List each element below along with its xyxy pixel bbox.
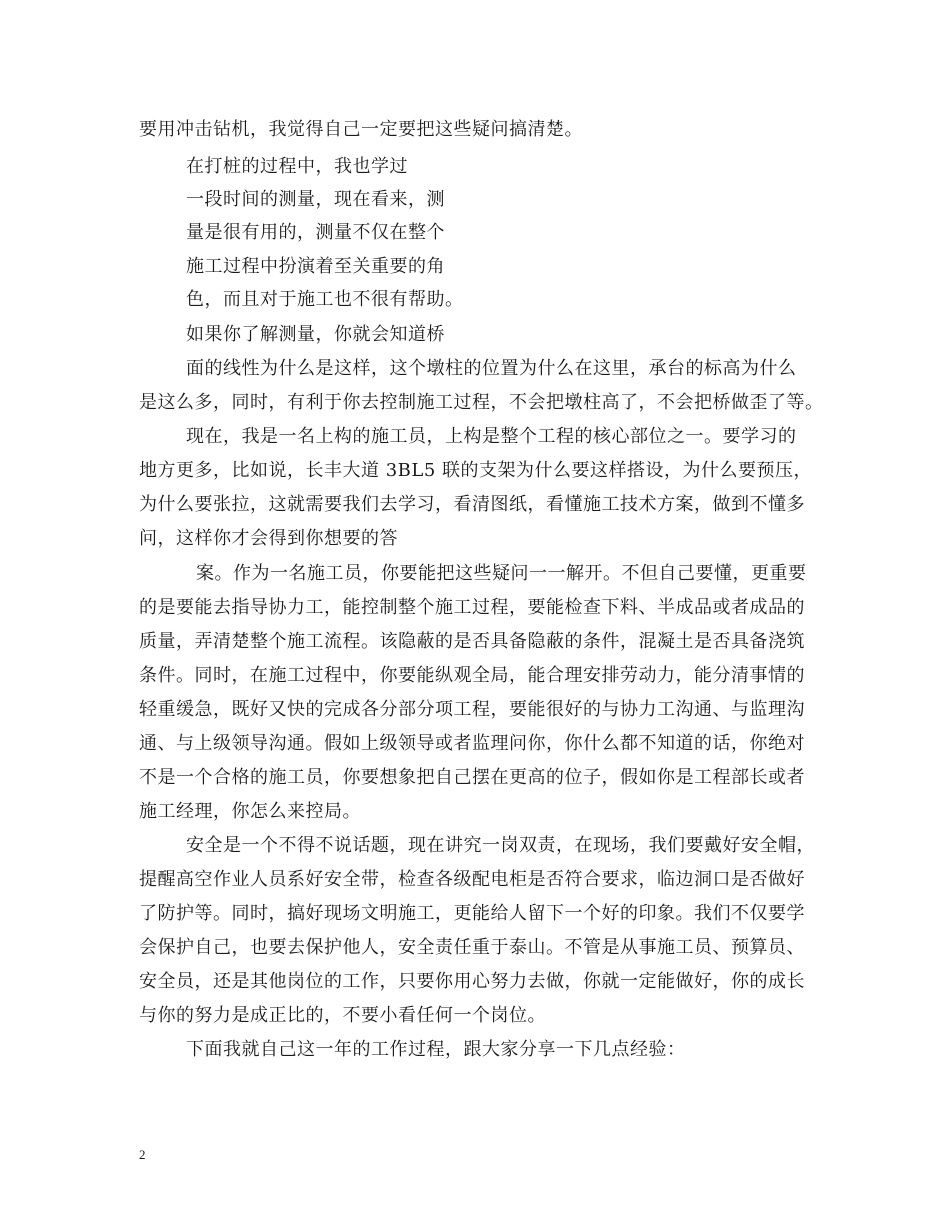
text-line: 要用冲击钻机，我觉得自己一定要把这些疑问搞清楚。 [139,119,583,140]
text-line: 不是一个合格的施工员，你要想象把自己摆在更高的位子，假如你是工程部长或者 [139,767,805,788]
text-line: 安全员，还是其他岗位的工作，只要你用心努力去做，你就一定能做好，你的成长 [139,971,805,992]
page-number: 2 [139,1147,146,1162]
text-line: 的是要能去指导协力工，能控制整个施工过程，要能检查下料、半成品或者成品的 [139,597,805,618]
text-line: 为什么要张拉，这就需要我们去学习，看清图纸，看懂施工技术方案，做到不懂多 [139,494,805,515]
text-line: 现在，我是一名上构的施工员，上构是整个工程的核心部位之一。要学习的 [186,426,797,447]
text-line: 通、与上级领导沟通。假如上级领导或者监理问你，你什么都不知道的话，你绝对 [139,733,805,754]
text-line: 如果你了解测量，你就会知道桥 [186,324,445,345]
text-line: 施工经理，你怎么来控局。 [139,801,361,822]
text-line: 会保护自己，也要去保护他人，安全责任重于泰山。不管是从事施工员、预算员、 [139,937,805,958]
text-line: 轻重缓急，既好又快的完成各分部分项工程，要能很好的与协力工沟通、与监理沟 [139,699,805,720]
text-line: 下面我就自己这一年的工作过程，跟大家分享一下几点经验： [186,1039,686,1060]
text-line: 提醒高空作业人员系好安全带，检查各级配电柜是否符合要求，临边洞口是否做好 [139,869,805,890]
text-line: 案。作为一名施工员，你要能把这些疑问一一解开。不但自己要懂，更重要 [196,563,807,584]
text-line: 质量，弄清楚整个施工流程。该隐蔽的是否具备隐蔽的条件，混凝土是否具备浇筑 [139,631,805,652]
text-line: 是这么多，同时，有利于你去控制施工过程，不会把墩柱高了，不会把桥做歪了等。 [139,392,824,413]
text-line: 与你的努力是成正比的，不要小看任何一个岗位。 [139,1005,546,1026]
text-line: 面的线性为什么是这样，这个墩柱的位置为什么在这里，承台的标高为什么 [186,358,797,379]
text-line: 一段时间的测量，现在看来，测 [186,189,445,210]
text-line: 量是很有用的，测量不仅在整个 [186,222,445,243]
text-line: 色，而且对于施工也不很有帮助。 [186,289,464,310]
text-line: 问，这样你才会得到你想要的答 [139,528,398,549]
text-line: 在打桩的过程中，我也学过 [186,156,408,177]
text-line: 了防护等。同时，搞好现场文明施工，更能给人留下一个好的印象。我们不仅要学 [139,903,805,924]
text-line: 安全是一个不得不说话题，现在讲究一岗双责，在现场，我们要戴好安全帽， [186,835,815,856]
text-line: 条件。同时，在施工过程中，你要能纵观全局，能合理安排劳动力，能分清事情的 [139,665,805,686]
text-line: 施工过程中扮演着至关重要的角 [186,256,445,277]
text-line: 地方更多，比如说，长丰大道 3BL5 联的支架为什么要这样搭设，为什么要预压， [139,460,813,481]
